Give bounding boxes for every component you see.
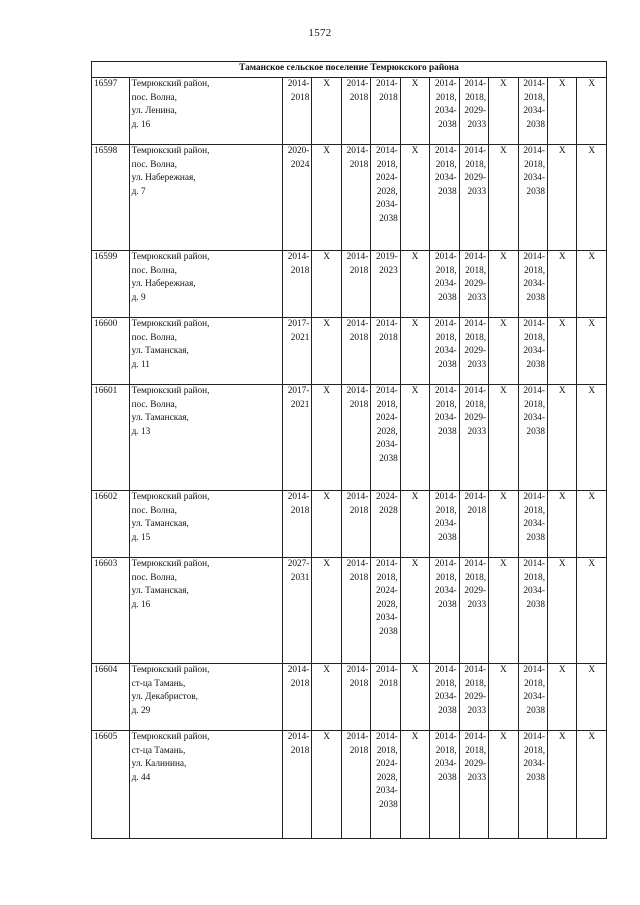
table-row xyxy=(92,145,607,251)
repair-period-cell: 2024- 2028 xyxy=(371,491,400,558)
repair-period-cell: 2014- 2018, 2029- 2033 xyxy=(459,731,488,839)
repair-period-cell: 2014- 2018, 2034- 2038 xyxy=(430,664,459,731)
not-applicable-cell: X xyxy=(400,558,429,664)
housing-register-table xyxy=(91,61,607,839)
table-row xyxy=(92,385,607,491)
not-applicable-cell: X xyxy=(312,558,341,664)
not-applicable-cell: X xyxy=(548,145,577,251)
repair-period-cell: 2014- 2018, 2029- 2033 xyxy=(459,318,488,385)
repair-period-cell: 2014- 2018 xyxy=(341,251,370,318)
repair-period-cell: 2017- 2021 xyxy=(282,318,311,385)
not-applicable-cell: X xyxy=(312,385,341,491)
table-row xyxy=(92,731,607,839)
not-applicable-cell: X xyxy=(489,731,518,839)
repair-period-cell: 2014- 2018, 2034- 2038 xyxy=(430,491,459,558)
address-cell: Темрюкский район, пос. Волна, ул. Набережная, д. 7 xyxy=(129,145,282,251)
section-title: Таманское сельское поселение Темрюкского района xyxy=(92,62,607,78)
address-cell: Темрюкский район, пос. Волна, ул. Таманская, д. 16 xyxy=(129,558,282,664)
repair-period-cell: 2014- 2018, 2029- 2033 xyxy=(459,145,488,251)
not-applicable-cell: X xyxy=(548,731,577,839)
repair-period-cell: 2014- 2018 xyxy=(459,491,488,558)
not-applicable-cell: X xyxy=(312,78,341,145)
repair-period-cell: 2019- 2023 xyxy=(371,251,400,318)
not-applicable-cell: X xyxy=(489,251,518,318)
table-row xyxy=(92,558,607,664)
repair-period-cell: 2014- 2018 xyxy=(282,491,311,558)
not-applicable-cell: X xyxy=(577,145,607,251)
record-number: 16598 xyxy=(92,145,130,251)
not-applicable-cell: X xyxy=(400,145,429,251)
repair-period-cell: 2014- 2018, 2024- 2028, 2034- 2038 xyxy=(371,558,400,664)
repair-period-cell: 2014- 2018, 2034- 2038 xyxy=(518,664,547,731)
repair-period-cell: 2014- 2018, 2024- 2028, 2034- 2038 xyxy=(371,145,400,251)
not-applicable-cell: X xyxy=(548,318,577,385)
repair-period-cell: 2014- 2018, 2034- 2038 xyxy=(518,145,547,251)
not-applicable-cell: X xyxy=(489,491,518,558)
not-applicable-cell: X xyxy=(489,558,518,664)
not-applicable-cell: X xyxy=(548,491,577,558)
repair-period-cell: 2014- 2018, 2024- 2028, 2034- 2038 xyxy=(371,385,400,491)
not-applicable-cell: X xyxy=(577,558,607,664)
repair-period-cell: 2014- 2018 xyxy=(341,78,370,145)
repair-period-cell: 2014- 2018, 2034- 2038 xyxy=(518,558,547,664)
repair-period-cell: 2014- 2018, 2034- 2038 xyxy=(430,558,459,664)
address-cell: Темрюкский район, ст-ца Тамань, ул. Калинина, д. 44 xyxy=(129,731,282,839)
not-applicable-cell: X xyxy=(400,385,429,491)
not-applicable-cell: X xyxy=(400,251,429,318)
not-applicable-cell: X xyxy=(400,78,429,145)
repair-period-cell: 2014- 2018 xyxy=(341,385,370,491)
repair-period-cell: 2014- 2018, 2034- 2038 xyxy=(518,251,547,318)
repair-period-cell: 2020- 2024 xyxy=(282,145,311,251)
not-applicable-cell: X xyxy=(577,664,607,731)
address-cell: Темрюкский район, пос. Волна, ул. Набережная, д. 9 xyxy=(129,251,282,318)
record-number: 16597 xyxy=(92,78,130,145)
not-applicable-cell: X xyxy=(489,145,518,251)
address-cell: Темрюкский район, пос. Волна, ул. Таманская, д. 13 xyxy=(129,385,282,491)
repair-period-cell: 2014- 2018 xyxy=(341,664,370,731)
address-cell: Темрюкский район, пос. Волна, ул. Ленина, д. 16 xyxy=(129,78,282,145)
repair-period-cell: 2014- 2018 xyxy=(371,78,400,145)
repair-period-cell: 2014- 2018 xyxy=(341,558,370,664)
page-number: 1572 xyxy=(308,27,332,39)
repair-period-cell: 2014- 2018 xyxy=(341,318,370,385)
repair-period-cell: 2014- 2018, 2029- 2033 xyxy=(459,558,488,664)
table-row xyxy=(92,491,607,558)
record-number: 16605 xyxy=(92,731,130,839)
record-number: 16602 xyxy=(92,491,130,558)
not-applicable-cell: X xyxy=(400,491,429,558)
repair-period-cell: 2014- 2018 xyxy=(371,664,400,731)
not-applicable-cell: X xyxy=(400,664,429,731)
address-cell: Темрюкский район, ст-ца Тамань, ул. Декабристов, д. 29 xyxy=(129,664,282,731)
repair-period-cell: 2014- 2018 xyxy=(282,731,311,839)
repair-period-cell: 2014- 2018 xyxy=(282,78,311,145)
not-applicable-cell: X xyxy=(577,731,607,839)
record-number: 16603 xyxy=(92,558,130,664)
record-number: 16604 xyxy=(92,664,130,731)
table-row xyxy=(92,318,607,385)
not-applicable-cell: X xyxy=(577,318,607,385)
not-applicable-cell: X xyxy=(312,731,341,839)
not-applicable-cell: X xyxy=(577,491,607,558)
repair-period-cell: 2014- 2018, 2034- 2038 xyxy=(430,78,459,145)
repair-period-cell: 2014- 2018, 2034- 2038 xyxy=(430,731,459,839)
repair-period-cell: 2014- 2018, 2034- 2038 xyxy=(430,385,459,491)
not-applicable-cell: X xyxy=(548,251,577,318)
not-applicable-cell: X xyxy=(489,664,518,731)
repair-period-cell: 2014- 2018, 2034- 2038 xyxy=(518,318,547,385)
not-applicable-cell: X xyxy=(489,385,518,491)
not-applicable-cell: X xyxy=(312,145,341,251)
repair-period-cell: 2014- 2018 xyxy=(282,251,311,318)
table-row xyxy=(92,664,607,731)
repair-period-cell: 2014- 2018 xyxy=(282,664,311,731)
repair-period-cell: 2014- 2018, 2034- 2038 xyxy=(518,491,547,558)
repair-period-cell: 2027- 2031 xyxy=(282,558,311,664)
repair-period-cell: 2014- 2018, 2029- 2033 xyxy=(459,251,488,318)
repair-period-cell: 2014- 2018, 2029- 2033 xyxy=(459,385,488,491)
not-applicable-cell: X xyxy=(400,318,429,385)
repair-period-cell: 2014- 2018, 2034- 2038 xyxy=(518,78,547,145)
not-applicable-cell: X xyxy=(312,318,341,385)
repair-period-cell: 2017- 2021 xyxy=(282,385,311,491)
not-applicable-cell: X xyxy=(400,731,429,839)
not-applicable-cell: X xyxy=(312,491,341,558)
repair-period-cell: 2014- 2018 xyxy=(341,731,370,839)
repair-period-cell: 2014- 2018, 2034- 2038 xyxy=(430,318,459,385)
record-number: 16600 xyxy=(92,318,130,385)
repair-period-cell: 2014- 2018, 2034- 2038 xyxy=(430,145,459,251)
record-number: 16601 xyxy=(92,385,130,491)
repair-period-cell: 2014- 2018 xyxy=(371,318,400,385)
table-row xyxy=(92,78,607,145)
not-applicable-cell: X xyxy=(548,78,577,145)
not-applicable-cell: X xyxy=(577,251,607,318)
repair-period-cell: 2014- 2018, 2024- 2028, 2034- 2038 xyxy=(371,731,400,839)
address-cell: Темрюкский район, пос. Волна, ул. Таманская, д. 15 xyxy=(129,491,282,558)
repair-period-cell: 2014- 2018, 2034- 2038 xyxy=(518,731,547,839)
repair-period-cell: 2014- 2018 xyxy=(341,145,370,251)
not-applicable-cell: X xyxy=(548,664,577,731)
repair-period-cell: 2014- 2018, 2029- 2033 xyxy=(459,664,488,731)
record-number: 16599 xyxy=(92,251,130,318)
not-applicable-cell: X xyxy=(312,664,341,731)
not-applicable-cell: X xyxy=(312,251,341,318)
not-applicable-cell: X xyxy=(548,558,577,664)
not-applicable-cell: X xyxy=(577,385,607,491)
table-row xyxy=(92,251,607,318)
repair-period-cell: 2014- 2018, 2034- 2038 xyxy=(430,251,459,318)
address-cell: Темрюкский район, пос. Волна, ул. Таманская, д. 11 xyxy=(129,318,282,385)
repair-period-cell: 2014- 2018, 2029- 2033 xyxy=(459,78,488,145)
not-applicable-cell: X xyxy=(577,78,607,145)
section-header-row xyxy=(92,62,607,78)
not-applicable-cell: X xyxy=(548,385,577,491)
not-applicable-cell: X xyxy=(489,78,518,145)
not-applicable-cell: X xyxy=(489,318,518,385)
repair-period-cell: 2014- 2018, 2034- 2038 xyxy=(518,385,547,491)
repair-period-cell: 2014- 2018 xyxy=(341,491,370,558)
